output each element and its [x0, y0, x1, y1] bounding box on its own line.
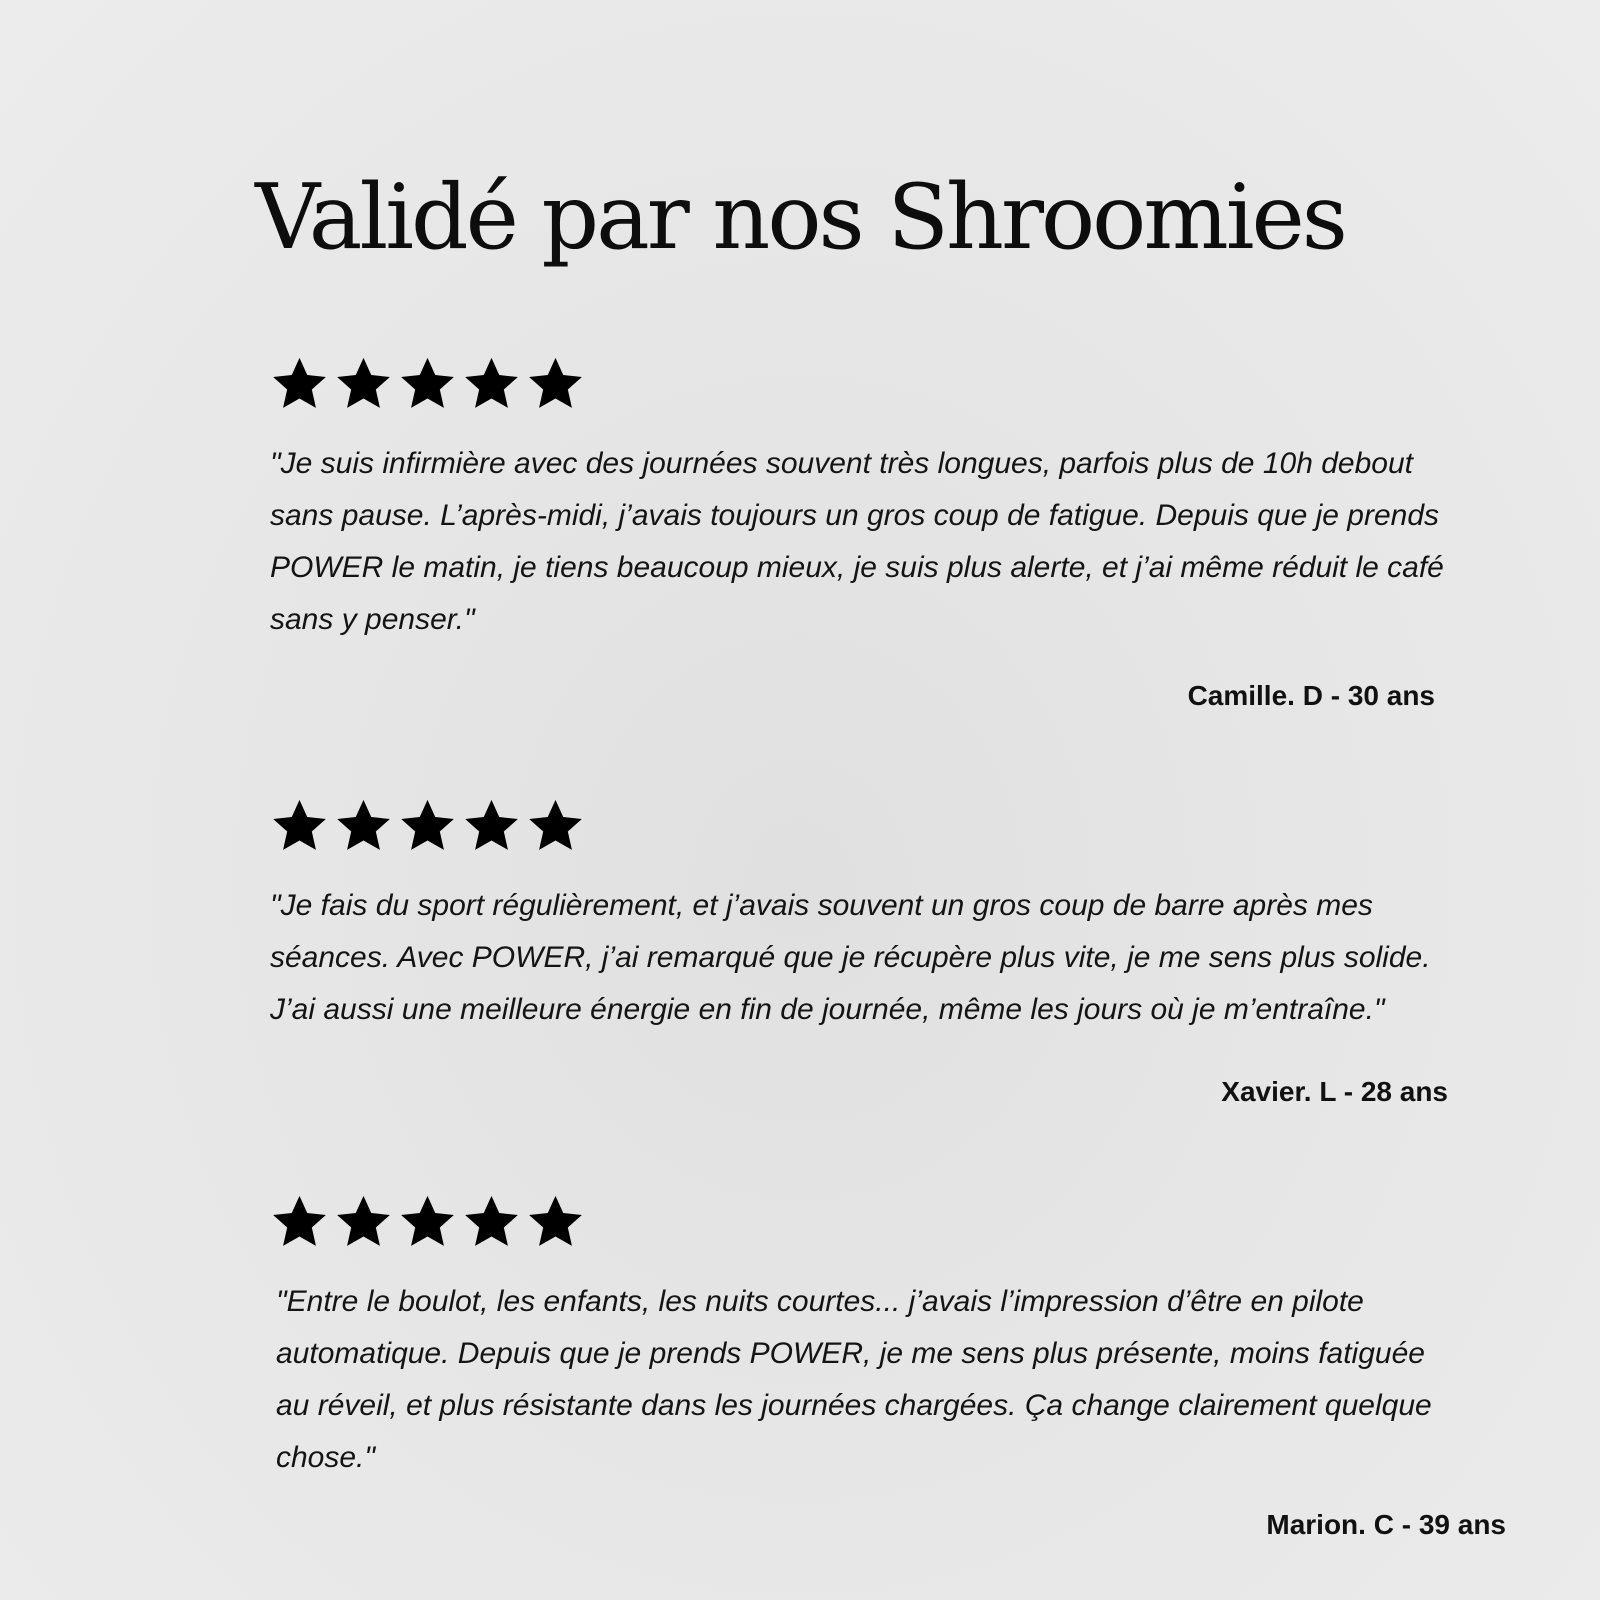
- review-author: Xavier. L - 28 ans: [1221, 1076, 1448, 1107]
- star-rating: [270, 1193, 585, 1251]
- star-icon: [526, 797, 585, 855]
- star-icon: [462, 797, 521, 855]
- page-title: Validé par nos Shroomies: [255, 165, 1345, 271]
- star-rating: [270, 355, 585, 413]
- review-quote: "Entre le boulot, les enfants, les nuits courtes... j’avais l’impression d’être en pilote automatique. Depuis que je prends POWER, je me sens plus présente, moins fatiguée au réveil, et plus résistante dans les journées chargées. Ça change clairement quelque chose.": [276, 1285, 1432, 1474]
- star-icon: [526, 355, 585, 413]
- review-card: [270, 797, 1470, 1117]
- star-icon: [526, 1193, 585, 1251]
- review-author: Camille. D - 30 ans: [1187, 680, 1435, 711]
- star-icon: [334, 1193, 393, 1251]
- star-icon: [270, 355, 329, 413]
- star-icon: [462, 1193, 521, 1251]
- star-icon: [334, 355, 393, 413]
- review-author: Marion. C - 39 ans: [1266, 1509, 1506, 1540]
- star-icon: [398, 1193, 457, 1251]
- review-card: [270, 355, 1470, 725]
- star-icon: [334, 797, 393, 855]
- star-icon: [270, 797, 329, 855]
- star-icon: [398, 797, 457, 855]
- star-icon: [462, 355, 521, 413]
- review-quote: "Je fais du sport régulièrement, et j’avais souvent un gros coup de barre après mes séances. Avec POWER, j’ai remarqué que je récupère plus vite, je me sens plus solide. J’ai aussi une meilleure énergie en fin de journée, même les jours où je m’entraîne.": [270, 889, 1431, 1026]
- star-rating: [270, 797, 585, 855]
- review-card: [270, 1193, 1506, 1553]
- star-icon: [270, 1193, 329, 1251]
- star-icon: [398, 355, 457, 413]
- review-quote: "Je suis infirmière avec des journées souvent très longues, parfois plus de 10h debout sans pause. L’après-midi, j’avais toujours un gros coup de fatigue. Depuis que je prends POWER le matin, je tiens beaucoup mieux, je suis plus alerte, et j’ai même réduit le café sans y penser.": [270, 447, 1444, 636]
